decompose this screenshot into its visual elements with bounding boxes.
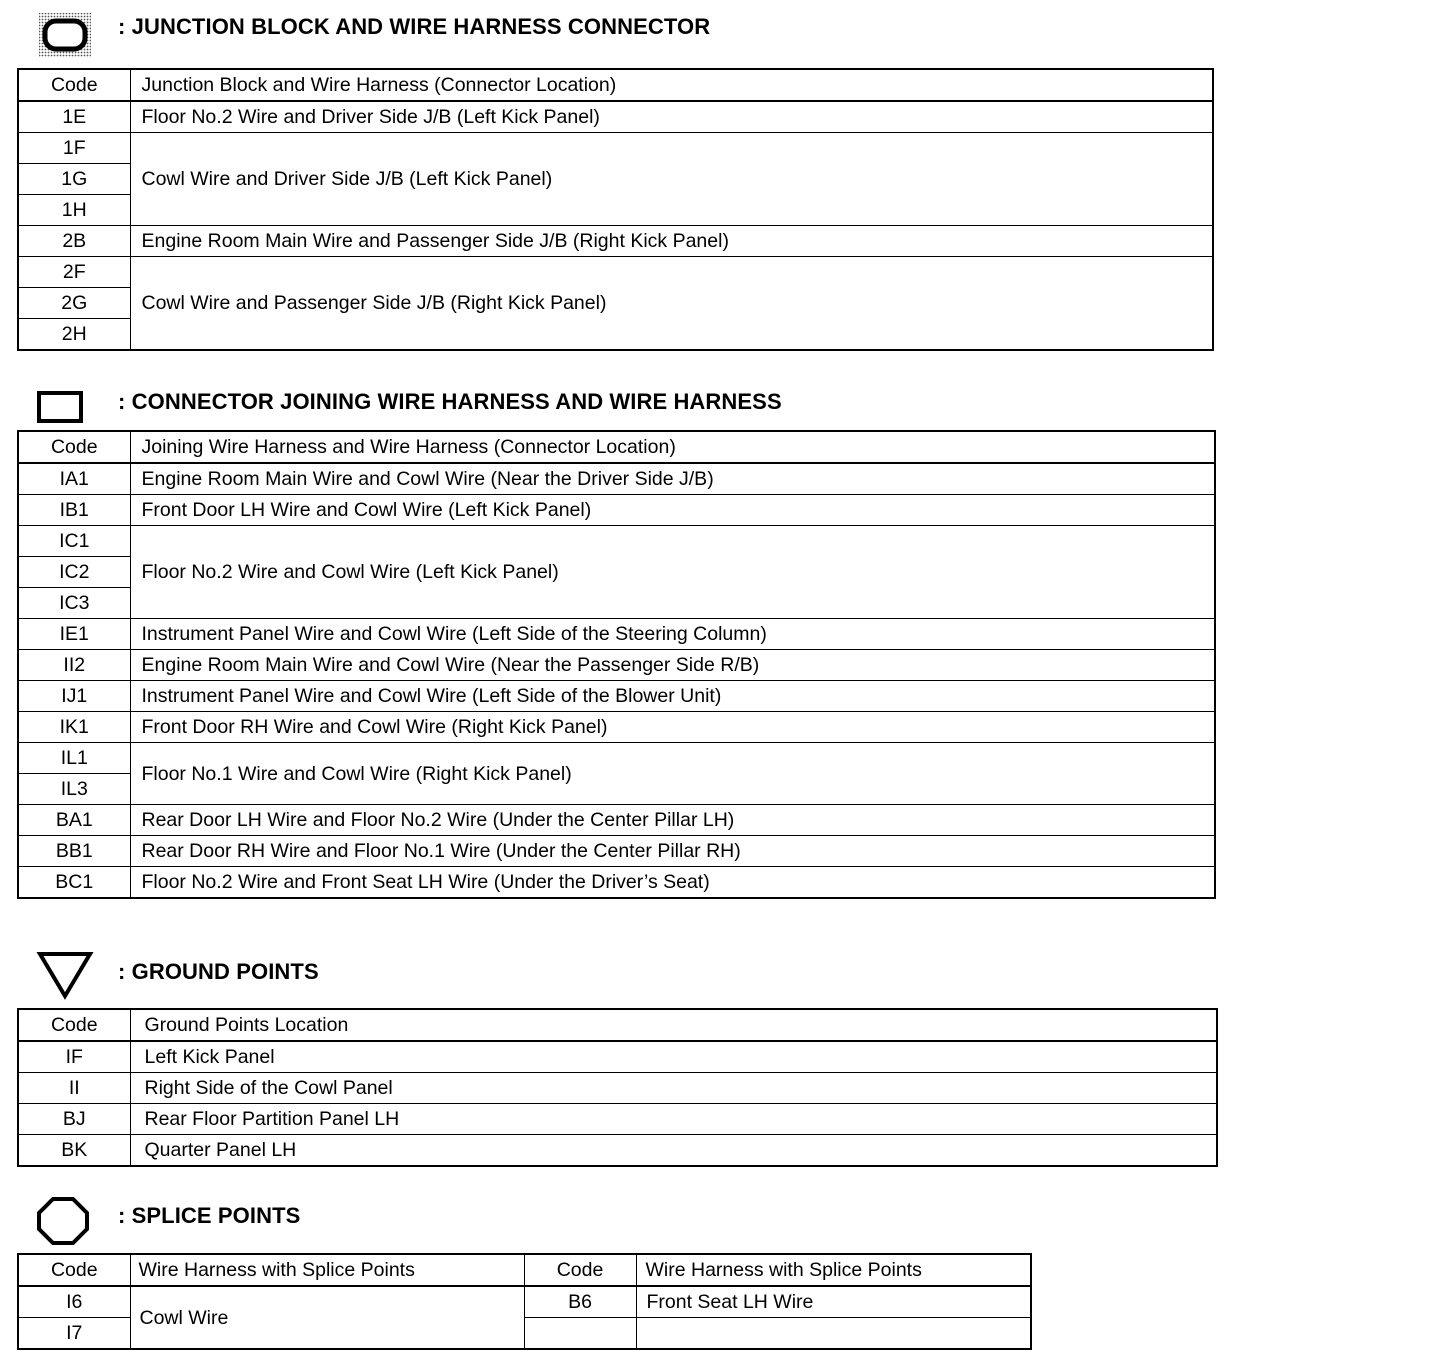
code-header: Code xyxy=(18,69,130,101)
location-cell: Cowl Wire and Driver Side J/B (Left Kick Panel) xyxy=(130,133,1213,226)
table-header-row xyxy=(18,69,1213,101)
code-cell: IC1 xyxy=(18,526,130,557)
table-row xyxy=(18,463,1215,495)
code-cell: IJ1 xyxy=(18,681,130,712)
code-cell: IB1 xyxy=(18,495,130,526)
ground-table xyxy=(17,1008,1218,1167)
table-header-row xyxy=(18,1009,1217,1041)
code-cell: 2G xyxy=(18,288,130,319)
joining-section-title: : CONNECTOR JOINING WIRE HARNESS AND WIRE HARNESS xyxy=(118,389,782,414)
code-cell: IE1 xyxy=(18,619,130,650)
dotted-rounded-rect-icon xyxy=(38,12,92,58)
location-cell: Quarter Panel LH xyxy=(130,1135,1217,1167)
junction-section-title: : JUNCTION BLOCK AND WIRE HARNESS CONNECTOR xyxy=(118,14,711,39)
code-cell: IL1 xyxy=(18,743,130,774)
location-cell: Rear Door LH Wire and Floor No.2 Wire (Under the Center Pillar LH) xyxy=(130,805,1215,836)
ground-section-heading xyxy=(0,950,1440,1000)
table-row xyxy=(18,133,1213,164)
location-cell: Rear Door RH Wire and Floor No.1 Wire (Under the Center Pillar RH) xyxy=(130,836,1215,867)
location-cell: Instrument Panel Wire and Cowl Wire (Left Side of the Blower Unit) xyxy=(130,681,1215,712)
splice-section-title: : SPLICE POINTS xyxy=(118,1203,301,1228)
code-cell: BA1 xyxy=(18,805,130,836)
junction-section-heading xyxy=(0,8,1440,58)
code-header: Code xyxy=(524,1254,636,1286)
location-cell: Floor No.2 Wire and Driver Side J/B (Left Kick Panel) xyxy=(130,101,1213,133)
empty-cell xyxy=(636,1318,1031,1350)
location-cell: Cowl Wire and Passenger Side J/B (Right Kick Panel) xyxy=(130,257,1213,351)
code-cell: BC1 xyxy=(18,867,130,899)
location-cell: Engine Room Main Wire and Cowl Wire (Near the Passenger Side R/B) xyxy=(130,650,1215,681)
wire-harness-header: Wire Harness with Splice Points xyxy=(130,1254,524,1286)
code-cell: II2 xyxy=(18,650,130,681)
table-row xyxy=(18,1286,1031,1318)
table-row xyxy=(18,526,1215,557)
code-cell: I7 xyxy=(18,1318,130,1350)
table-row xyxy=(18,681,1215,712)
location-cell: Floor No.2 Wire and Cowl Wire (Left Kick Panel) xyxy=(130,526,1215,619)
table-row xyxy=(18,743,1215,774)
location-cell: Front Door LH Wire and Cowl Wire (Left Kick Panel) xyxy=(130,495,1215,526)
code-cell: B6 xyxy=(524,1286,636,1318)
code-cell: BK xyxy=(18,1135,130,1167)
octagon-icon xyxy=(36,1196,90,1246)
code-header: Code xyxy=(18,1254,130,1286)
location-cell: Left Kick Panel xyxy=(130,1041,1217,1073)
code-cell: 2B xyxy=(18,226,130,257)
table-header-row xyxy=(18,1254,1031,1286)
location-cell: Engine Room Main Wire and Cowl Wire (Near the Driver Side J/B) xyxy=(130,463,1215,495)
wire-harness-cell: Front Seat LH Wire xyxy=(636,1286,1031,1318)
table-row xyxy=(18,257,1213,288)
table-row xyxy=(18,836,1215,867)
code-cell: IA1 xyxy=(18,463,130,495)
location-cell: Engine Room Main Wire and Passenger Side J/B (Right Kick Panel) xyxy=(130,226,1213,257)
table-row xyxy=(18,805,1215,836)
location-header: Ground Points Location xyxy=(130,1009,1217,1041)
wire-harness-header: Wire Harness with Splice Points xyxy=(636,1254,1031,1286)
junction-table xyxy=(17,68,1214,351)
code-cell: BJ xyxy=(18,1104,130,1135)
location-cell: Right Side of the Cowl Panel xyxy=(130,1073,1217,1104)
location-cell: Instrument Panel Wire and Cowl Wire (Left Side of the Steering Column) xyxy=(130,619,1215,650)
table-row xyxy=(18,1073,1217,1104)
code-cell: II xyxy=(18,1073,130,1104)
table-row xyxy=(18,1135,1217,1167)
table-row xyxy=(18,619,1215,650)
location-header: Junction Block and Wire Harness (Connector Location) xyxy=(130,69,1213,101)
table-row xyxy=(18,1041,1217,1073)
table-row xyxy=(18,867,1215,899)
code-cell: I6 xyxy=(18,1286,130,1318)
code-cell: 2H xyxy=(18,319,130,351)
code-header: Code xyxy=(18,1009,130,1041)
location-cell: Rear Floor Partition Panel LH xyxy=(130,1104,1217,1135)
code-cell: BB1 xyxy=(18,836,130,867)
code-cell: IC3 xyxy=(18,588,130,619)
splice-section-heading xyxy=(0,1192,1440,1242)
location-cell: Front Door RH Wire and Cowl Wire (Right Kick Panel) xyxy=(130,712,1215,743)
location-header: Joining Wire Harness and Wire Harness (Connector Location) xyxy=(130,431,1215,463)
table-row xyxy=(18,712,1215,743)
joining-section-heading xyxy=(0,384,1440,434)
table-row xyxy=(18,1104,1217,1135)
location-cell: Floor No.2 Wire and Front Seat LH Wire (Under the Driver’s Seat) xyxy=(130,867,1215,899)
code-cell: IC2 xyxy=(18,557,130,588)
code-cell: 1G xyxy=(18,164,130,195)
table-row xyxy=(18,101,1213,133)
location-cell: Floor No.1 Wire and Cowl Wire (Right Kick Panel) xyxy=(130,743,1215,805)
table-row xyxy=(18,650,1215,681)
empty-cell xyxy=(524,1318,636,1350)
code-cell: IK1 xyxy=(18,712,130,743)
code-cell: 1F xyxy=(18,133,130,164)
code-header: Code xyxy=(18,431,130,463)
rectangle-icon xyxy=(36,390,84,424)
joining-table xyxy=(17,430,1216,899)
table-header-row xyxy=(18,431,1215,463)
splice-table xyxy=(17,1253,1032,1350)
code-cell: IF xyxy=(18,1041,130,1073)
table-row xyxy=(18,226,1213,257)
table-row xyxy=(18,495,1215,526)
down-triangle-icon xyxy=(36,950,94,1000)
code-cell: 2F xyxy=(18,257,130,288)
code-cell: 1E xyxy=(18,101,130,133)
code-cell: 1H xyxy=(18,195,130,226)
code-cell: IL3 xyxy=(18,774,130,805)
ground-section-title: : GROUND POINTS xyxy=(118,959,319,984)
wire-harness-cell: Cowl Wire xyxy=(130,1286,524,1349)
